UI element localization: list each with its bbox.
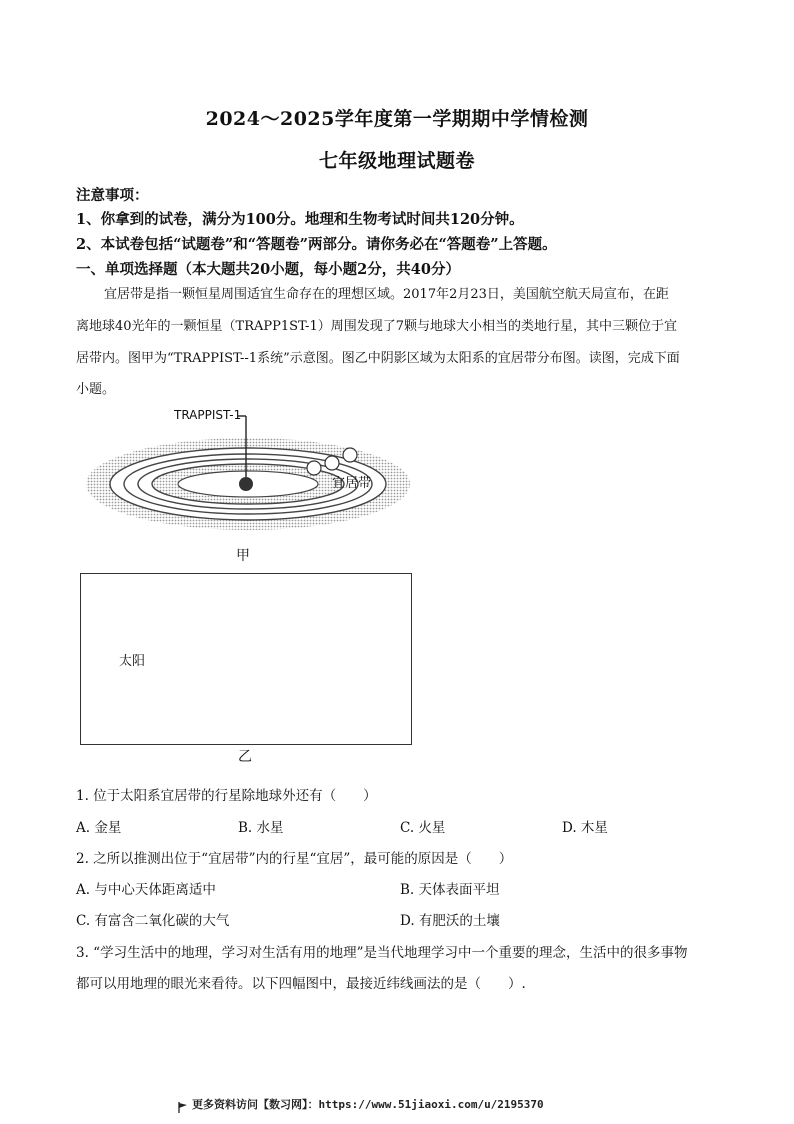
passage-line-1: 宜居带是指一颗恒星周围适宜生命存在的理想区域。2017年2月23日，美国航空航天局宣布，在距	[104, 287, 669, 302]
flag-icon	[178, 1098, 188, 1117]
page-title: 2024～2025学年度第一学期期中学情检测	[205, 108, 589, 130]
planet-earth	[238, 657, 247, 666]
figure-b-caption: 乙	[238, 749, 252, 765]
q2-option-c: C. 有富含二氧化碳的大气	[76, 913, 230, 929]
planet	[343, 448, 357, 462]
zone-char: 居	[233, 638, 247, 653]
zone-char: 宜	[228, 598, 242, 613]
planet	[325, 456, 339, 470]
passage-line-4: 小题。	[76, 382, 116, 397]
question-2-stem: 2. 之所以推测出位于“宜居带”内的行星“宜居”，最可能的原因是（ ）	[76, 851, 513, 867]
footer-link[interactable]: 更多资料访问【数习网】：https://www.51jiaoxi.com/u/2195370	[192, 1098, 544, 1111]
q1-option-c: C. 火星	[400, 820, 446, 836]
q1-option-a: A. 金星	[76, 820, 122, 836]
figure-solar-system	[80, 573, 412, 745]
q1-option-b: B. 水星	[238, 820, 284, 836]
planet-mars	[262, 657, 270, 665]
planet	[307, 461, 321, 475]
sun-label: 太阳	[119, 654, 146, 669]
section-heading: 一、单项选择题（本大题共20小题，每小题2分，共40分）	[76, 261, 460, 278]
q2-option-d: D. 有肥沃的土壤	[400, 913, 500, 929]
passage-line-2: 离地球40光年的一颗恒星（TRAPP1ST-1）周围发现了7颗与地球大小相当的类地行星，其中三颗位于宜	[76, 319, 677, 334]
q2-option-a: A. 与中心天体距离适中	[76, 882, 216, 898]
star-trappist	[239, 477, 253, 491]
notice-item-1: 1、你拿到的试卷，满分为100分。地理和生物考试时间共120分钟。	[76, 211, 524, 228]
page-subtitle: 七年级地理试题卷	[318, 150, 475, 172]
question-3-line-1: 3. “学习生活中的地理，学习对生活有用的地理”是当代地理学习中一个重要的理念，生活中的很多事物	[76, 945, 688, 961]
question-3-line-2: 都可以用地理的眼光来看待。以下四幅图中，最接近纬线画法的是（ ）.	[76, 976, 526, 992]
notice-item-2: 2、本试卷包括“试题卷”和“答题卷”两部分。请你务必在“答题卷”上答题。	[76, 236, 557, 253]
zone-label: 宜居带	[332, 476, 372, 491]
star-label: TRAPPIST-1	[174, 408, 242, 422]
q2-option-b: B. 天体表面平坦	[400, 882, 500, 898]
notice-heading: 注意事项：	[76, 187, 149, 204]
zone-char: 带	[236, 676, 250, 691]
figure-a-caption: 甲	[236, 548, 250, 564]
figure-trappist	[78, 408, 414, 568]
q1-option-d: D. 木星	[562, 820, 608, 836]
passage-line-3: 居带内。图甲为“TRAPPIST--1系统”示意图。图乙中阴影区域为太阳系的宜居带分布图。读图，完成下面	[76, 351, 680, 366]
question-1-stem: 1. 位于太阳系宜居带的行星除地球外还有（ ）	[76, 788, 377, 804]
